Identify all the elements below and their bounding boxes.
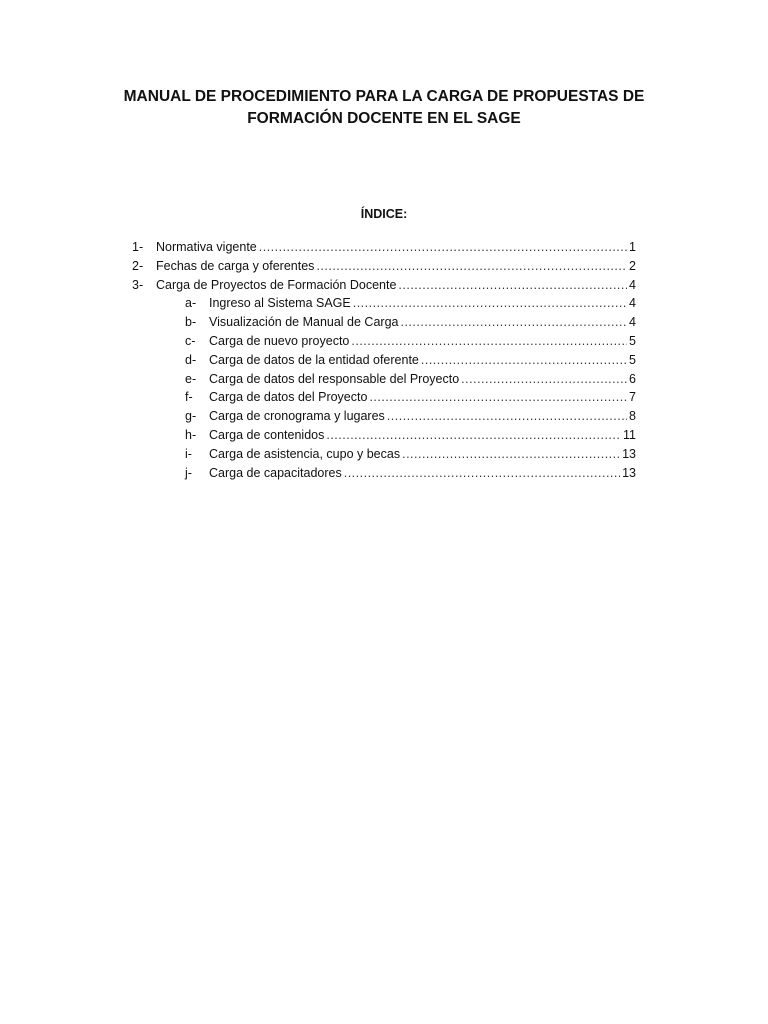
toc-page-number: 11 [623,427,636,442]
toc-marker: h- [185,427,197,442]
toc-label: Carga de datos de la entidad oferente [209,352,419,367]
toc-marker: e- [185,371,197,386]
toc-leader [353,294,627,313]
toc-label: Carga de contenidos [209,427,325,442]
toc-subitem-responsable [132,370,636,389]
toc-marker: c- [185,333,196,348]
toc-page-number: 6 [629,371,636,386]
toc-page-number: 4 [629,315,636,330]
toc-leader [369,388,627,407]
toc-subitem-nuevo-proyecto [132,332,636,351]
toc-page-number: 13 [622,446,636,461]
toc-label: Ingreso al Sistema SAGE [209,296,351,311]
toc-leader [316,257,627,276]
toc-page-number: 5 [629,333,636,348]
toc-leader [421,351,627,370]
toc-page-number: 1 [629,240,636,254]
toc-marker: d- [185,352,197,367]
index-heading: ÍNDICE: [360,207,408,221]
toc-subitem-visualizacion [132,313,636,332]
toc-label: Carga de nuevo proyecto [209,333,350,348]
toc-page-number: 8 [629,409,636,424]
toc-label: Carga de datos del Proyecto [209,390,368,405]
toc-label: Carga de asistencia, cupo y becas [209,446,401,461]
toc-marker: b- [185,315,197,330]
toc-leader [398,276,627,295]
toc-leader [351,332,627,351]
toc-leader [344,464,620,483]
toc-leader [402,445,620,464]
toc-marker: a- [185,296,197,311]
toc-subitem-ingreso [132,294,636,313]
toc-item-fechas [132,257,636,276]
toc-leader [387,407,627,426]
document-title-line-1: MANUAL DE PROCEDIMIENTO PARA LA CARGA DE PROPUESTAS DE [123,88,645,105]
toc-label: Visualización de Manual de Carga [209,315,399,330]
toc-item-carga-proyectos [132,276,636,295]
toc-leader [461,370,627,389]
toc-marker: 3- [132,277,144,292]
toc-page-number: 4 [629,296,636,311]
toc-leader [259,238,627,257]
toc-page-number: 7 [629,390,636,405]
toc-label: Carga de capacitadores [209,465,342,480]
toc-leader [326,426,621,445]
toc-label: Carga de datos del responsable del Proyecto [209,371,460,386]
toc-page-number: 4 [629,277,636,292]
toc-marker: 1- [132,240,144,254]
toc-leader [400,313,627,332]
toc-marker: g- [185,409,197,424]
toc-label: Carga de Proyectos de Formación Docente [156,277,397,292]
toc-subitem-contenidos [132,426,636,445]
toc-subitem-cronograma [132,407,636,426]
toc-subitem-entidad-oferente [132,351,636,370]
toc-page-number: 5 [629,352,636,367]
toc-marker: 2- [132,258,144,273]
document-title-line-2: FORMACIÓN DOCENTE EN EL SAGE [247,110,521,127]
toc-subitem-asistencia [132,445,636,464]
toc-subitem-datos-proyecto [132,388,636,407]
toc-marker: f- [185,390,193,405]
toc-subitem-capacitadores [132,464,636,483]
table-of-contents [132,238,636,482]
toc-marker: j- [185,465,192,480]
toc-label: Carga de cronograma y lugares [209,409,385,424]
toc-label: Fechas de carga y oferentes [156,258,315,273]
toc-page-number: 13 [622,465,636,480]
toc-page-number: 2 [629,258,636,273]
toc-label: Normativa vigente [156,240,257,254]
toc-marker: i- [185,446,192,461]
toc-item-normativa [132,238,636,257]
